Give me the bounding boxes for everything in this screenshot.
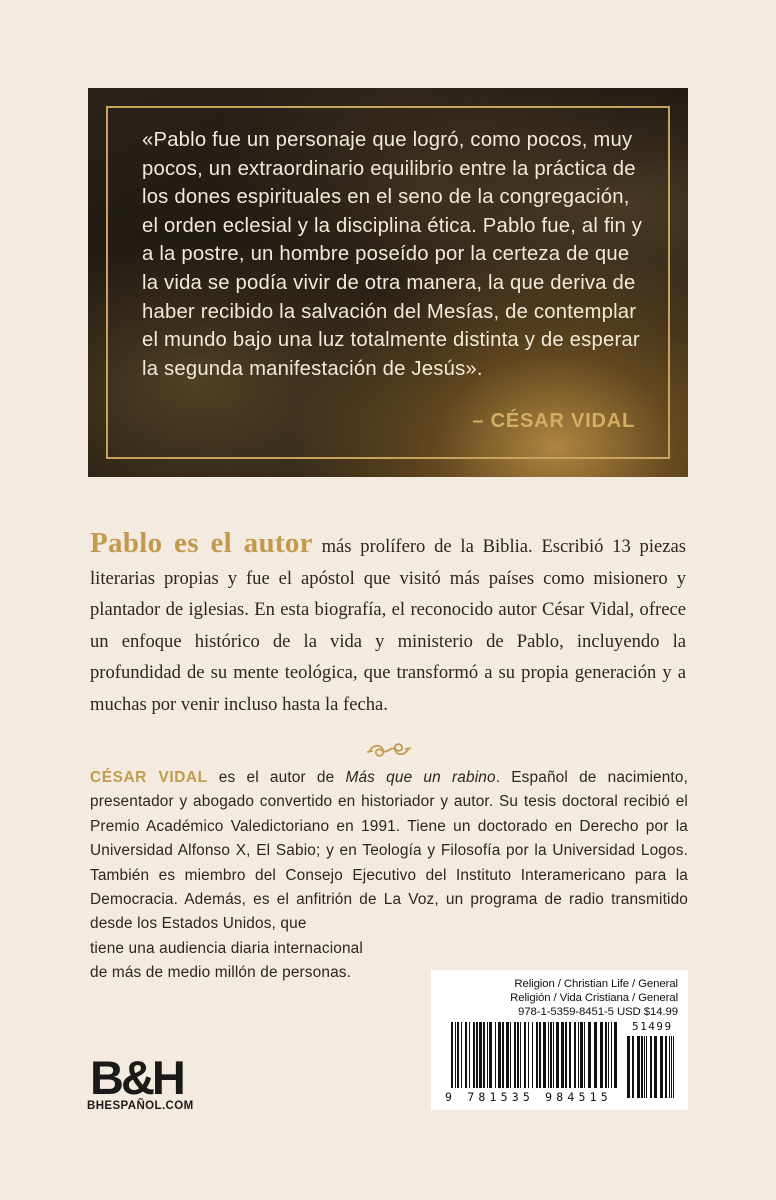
isbn-price: 978-1-5359-8451-5 USD $14.99: [518, 1006, 678, 1018]
bio-tail-line-1: tiene una audiencia diaria internacional: [90, 939, 363, 957]
addon-bar: [671, 1036, 672, 1098]
barcode-digits: 9 781535 984515: [445, 1090, 612, 1104]
barcode-bar: [479, 1022, 482, 1088]
addon-barcode: [627, 1036, 677, 1098]
barcode-bar: [510, 1022, 511, 1088]
barcode-bar: [550, 1022, 552, 1088]
quote-panel: [88, 88, 688, 477]
barcode-bar: [476, 1022, 478, 1088]
barcode-bar: [483, 1022, 485, 1088]
bio-author-name: CÉSAR VIDAL: [90, 769, 208, 786]
bio-intro: es el autor de: [207, 769, 346, 786]
addon-bar: [654, 1036, 657, 1098]
barcode-bar: [506, 1022, 509, 1088]
barcode-bar: [556, 1022, 559, 1088]
category-en: Religion / Christian Life / General: [514, 978, 678, 990]
barcode-box: [431, 970, 688, 1110]
category-es: Religión / Vida Cristiana / General: [510, 992, 678, 1004]
barcode-bar: [600, 1022, 603, 1088]
barcode-bar: [489, 1022, 492, 1088]
book-blurb: [90, 528, 686, 720]
barcode-bar: [594, 1022, 597, 1088]
barcode-bar: [561, 1022, 564, 1088]
barcode-bar: [608, 1022, 609, 1088]
barcode-bar: [611, 1022, 612, 1088]
bio-body: . Español de nacimiento, presentador y abogado convertido en historiador y autor. Su tesis doctoral recibió el Premio Académico Valedictoriano en 1991. Tiene un doctorado en Derecho por la Universidad Alfonso X, El Sabio; y en Teología y Filosofía por la Universidad Logos. También es miembro del Consejo Ejecutivo del Instituto Interamericano para la Democracia. Además, es el anfitrión de La Voz, un programa de radio transmitido desde los Estados Unidos, que: [90, 769, 688, 933]
addon-bar: [632, 1036, 634, 1098]
addon-bar: [665, 1036, 667, 1098]
addon-bar: [669, 1036, 670, 1098]
bio-book-title: Más que un rabino: [345, 769, 496, 786]
barcode-bar: [520, 1022, 521, 1088]
barcode-bar: [524, 1022, 526, 1088]
barcode-bar: [528, 1022, 529, 1088]
isbn-barcode: [451, 1022, 619, 1088]
addon-bar: [644, 1036, 645, 1098]
addon-bar: [673, 1036, 674, 1098]
blurb-body: más prolífero de la Biblia. Escribió 13 piezas literarias propias y fue el apóstol que visitó más países como misionero y plantador de iglesias. En esta biografía, el reconocido autor César Vidal, ofrece un enfoque histórico de la vida y ministerio de Pablo, incluyendo la profundidad de su mente teológica, que transformó a su propia generación y a muchas por venir incluso hasta la fecha.: [90, 536, 686, 715]
barcode-bar: [461, 1022, 462, 1088]
logo-text: B&H: [90, 1051, 183, 1104]
barcode-bar: [514, 1022, 516, 1088]
barcode-bar: [565, 1022, 567, 1088]
barcode-bar: [473, 1022, 475, 1088]
bio-main: [90, 769, 688, 932]
flourish-ornament-icon: [365, 738, 413, 762]
barcode-addon-digits: 51499: [632, 1020, 673, 1033]
barcode-bar: [539, 1022, 541, 1088]
addon-bar: [637, 1036, 640, 1098]
barcode-bar: [543, 1022, 546, 1088]
barcode-bar: [605, 1022, 607, 1088]
bio-tail-line-2: de más de medio millón de personas.: [90, 964, 352, 982]
addon-bar: [650, 1036, 652, 1098]
barcode-bar: [469, 1022, 470, 1088]
barcode-bar: [584, 1022, 585, 1088]
addon-bar: [641, 1036, 643, 1098]
barcode-bar: [574, 1022, 576, 1088]
barcode-bar: [553, 1022, 554, 1088]
barcode-bar: [588, 1022, 591, 1088]
barcode-bar: [548, 1022, 549, 1088]
quote-text: «Pablo fue un personaje que logró, como pocos, muy pocos, un extraordinario equilibrio entre la práctica de los dones espirituales en el seno de la congregación, el orden eclesial y la disciplina ética. Pablo fue, al fin y a la postre, un hombre poseído por la certeza de que la vida se podía vivir de otra manera, la que deriva de haber recibido la salvación del Mesías, de contemplar el mundo bajo una luz totalmente distinta y de esperar la segunda manifestación de Jesús».: [142, 129, 643, 380]
publisher-url[interactable]: BHESPAÑOL.COM: [87, 1100, 194, 1112]
author-bio: [90, 766, 688, 986]
barcode-bar: [487, 1022, 488, 1088]
barcode-bar: [457, 1022, 459, 1088]
addon-bar: [660, 1036, 663, 1098]
barcode-bar: [532, 1022, 533, 1088]
barcode-bar: [569, 1022, 571, 1088]
barcode-bar: [614, 1022, 617, 1088]
barcode-bar: [498, 1022, 501, 1088]
barcode-bar: [455, 1022, 456, 1088]
barcode-bar: [536, 1022, 538, 1088]
barcode-bar: [517, 1022, 519, 1088]
barcode-bar: [495, 1022, 496, 1088]
addon-bar: [627, 1036, 630, 1098]
addon-bar: [646, 1036, 647, 1098]
quote-author: – CÉSAR VIDAL: [472, 410, 635, 432]
barcode-bar: [502, 1022, 504, 1088]
barcode-bar: [578, 1022, 579, 1088]
bh-logo-icon: [88, 1050, 198, 1104]
barcode-bar: [465, 1022, 467, 1088]
barcode-bar: [580, 1022, 583, 1088]
barcode-bar: [451, 1022, 453, 1088]
blurb-lead: Pablo es el autor: [90, 527, 313, 559]
